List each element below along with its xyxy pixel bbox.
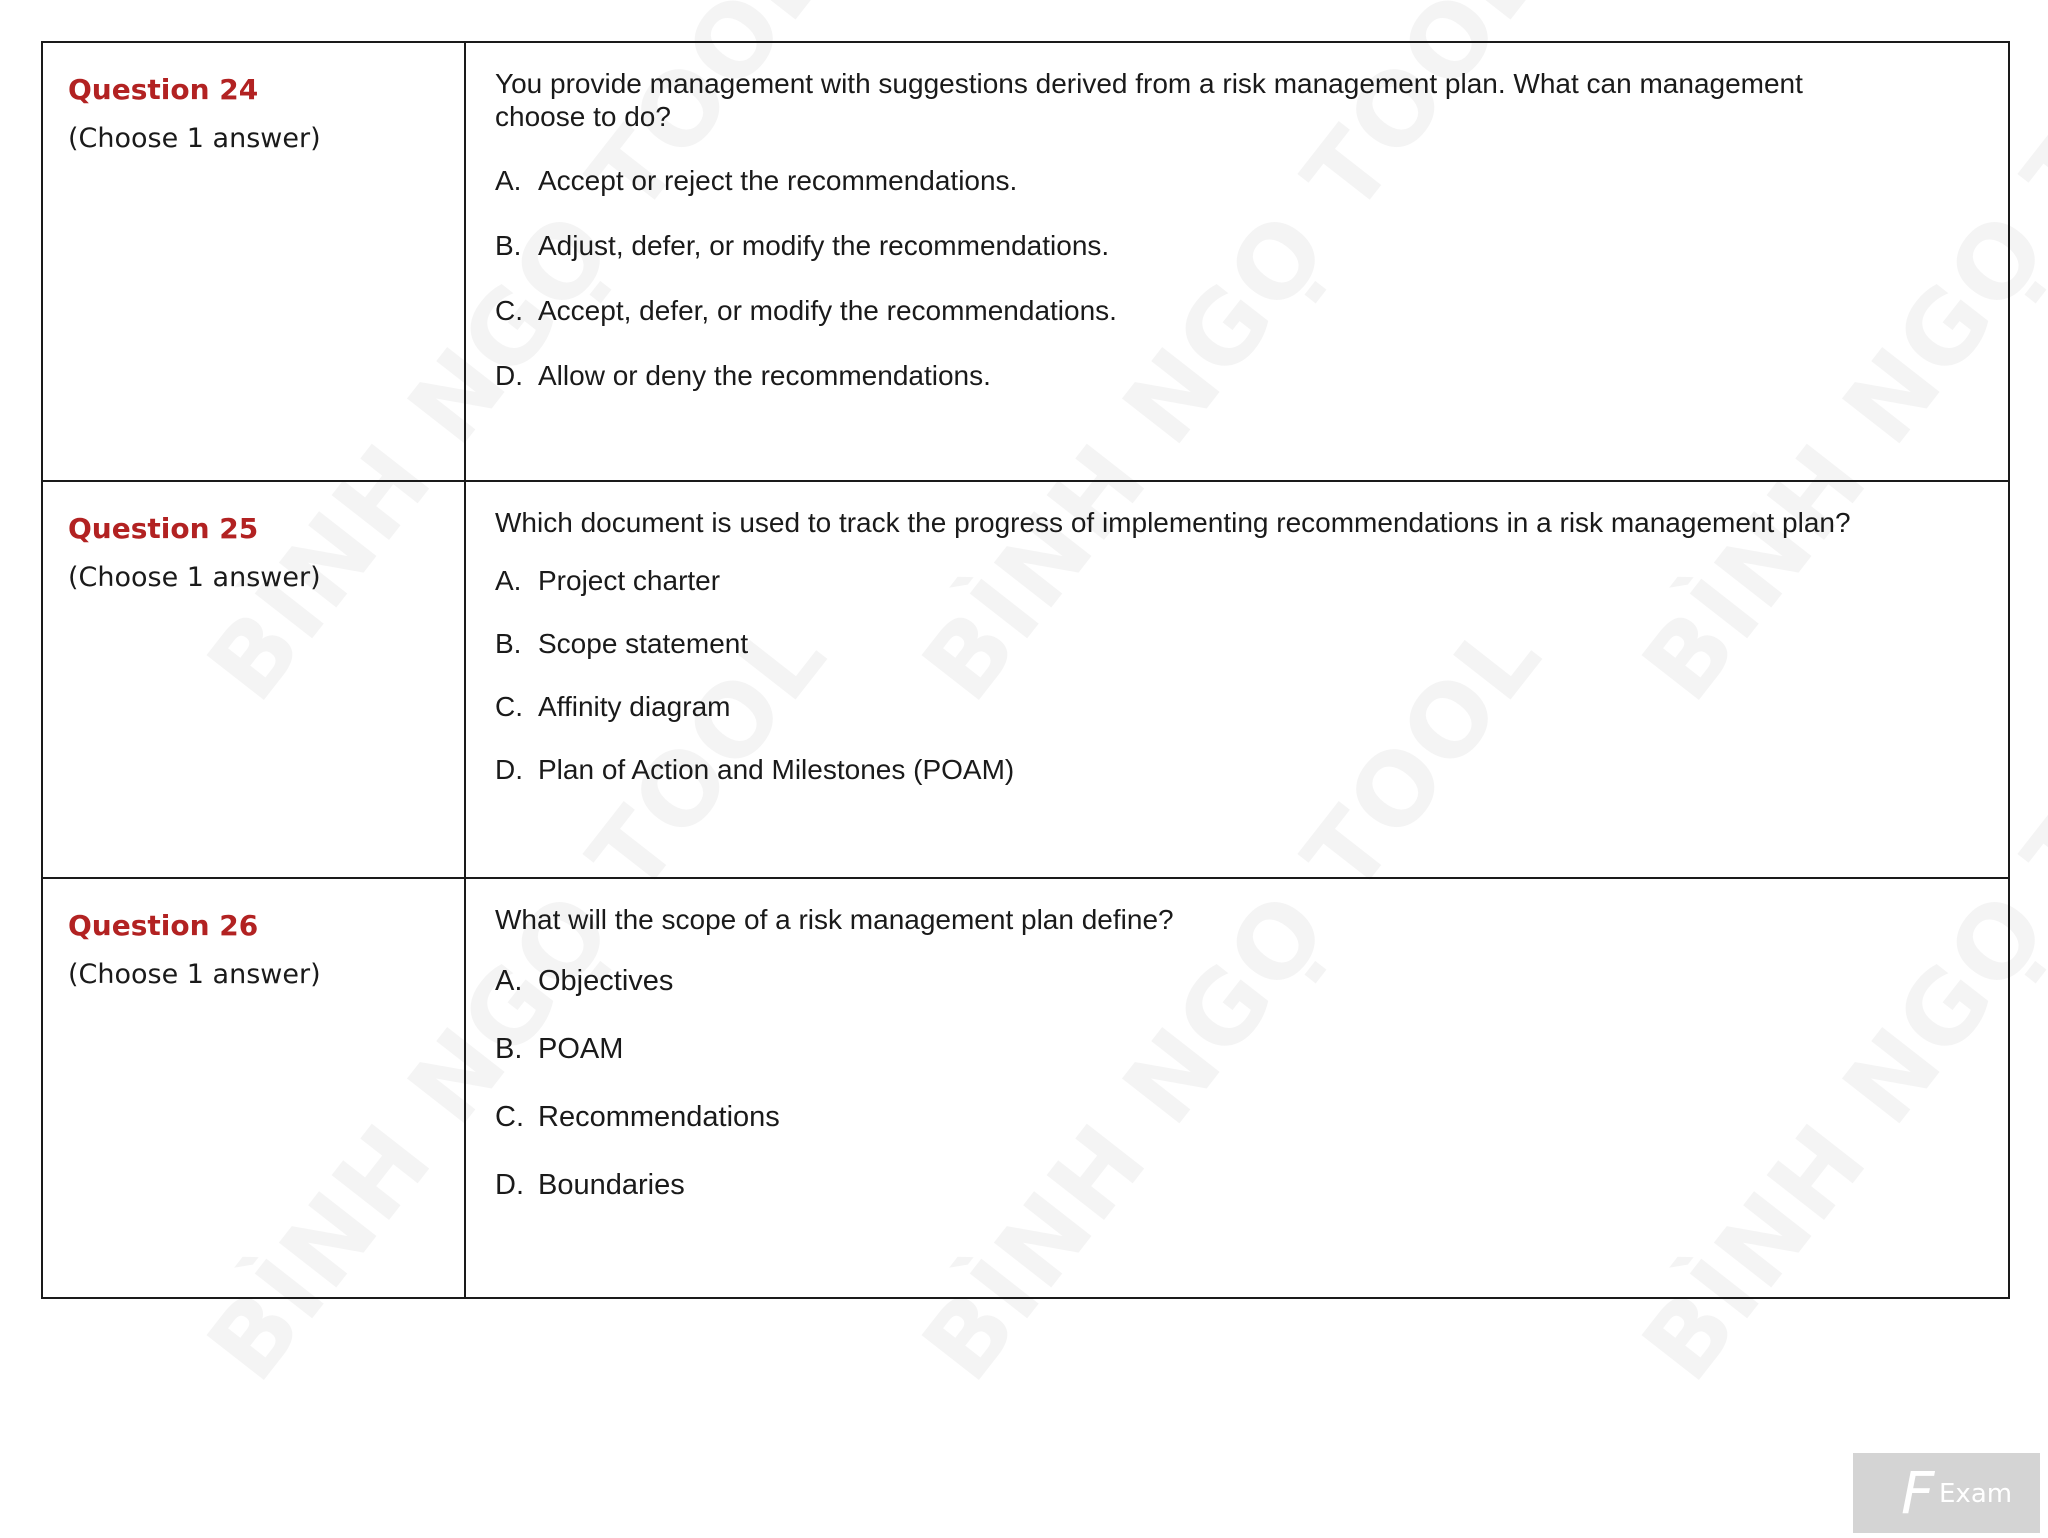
answer-option <box>495 627 1888 690</box>
question-instruction: (Choose 1 answer) <box>68 562 321 593</box>
question-text: Which document is used to track the progress of implementing recommendations in a risk management plan? <box>495 507 1851 538</box>
option-text: Adjust, defer, or modify the recommendations. <box>538 230 1110 261</box>
question-text: What will the scope of a risk management plan define? <box>495 904 1174 935</box>
option-letter: A. <box>495 165 522 196</box>
option-text: Affinity diagram <box>538 691 731 722</box>
question-row <box>42 481 2009 878</box>
option-text: POAM <box>538 1033 624 1065</box>
answer-option <box>495 564 1888 627</box>
answer-option <box>495 753 1888 816</box>
question-instruction: (Choose 1 answer) <box>68 959 321 990</box>
answer-option <box>495 1101 1888 1169</box>
question-body-cell <box>465 878 2009 1298</box>
option-text: Plan of Action and Milestones (POAM) <box>538 754 1015 785</box>
option-text: Accept or reject the recommendations. <box>538 165 1018 196</box>
answer-option <box>495 294 1888 359</box>
option-letter: B. <box>495 628 522 659</box>
option-letter: C. <box>495 295 523 326</box>
option-letter: A. <box>495 565 522 596</box>
question-title: Question 24 <box>68 73 259 106</box>
question-text: You provide management with suggestions derived from a risk management plan. What can management choose to do? <box>495 68 1803 132</box>
question-title: Question 26 <box>68 909 259 942</box>
question-body-cell <box>465 42 2009 481</box>
option-text: Objectives <box>538 965 674 997</box>
exam-logo <box>1853 1453 2040 1533</box>
answer-option <box>495 359 1888 424</box>
question-row <box>42 42 2009 481</box>
question-header-cell <box>42 878 465 1298</box>
option-text: Project charter <box>538 565 721 596</box>
question-row <box>42 878 2009 1298</box>
option-letter: C. <box>495 1101 524 1133</box>
questions-table <box>41 41 2010 1299</box>
option-letter: B. <box>495 230 522 261</box>
option-letter: D. <box>495 754 523 785</box>
answer-option <box>495 965 1888 1033</box>
question-header-cell <box>42 42 465 481</box>
option-letter: A. <box>495 965 523 997</box>
logo-text: Exam <box>1939 1479 2013 1509</box>
option-letter: D. <box>495 360 523 391</box>
logo-mark: F <box>1901 1459 1935 1527</box>
option-letter: B. <box>495 1033 523 1065</box>
question-title: Question 25 <box>68 512 259 545</box>
answer-option <box>495 229 1888 294</box>
option-text: Recommendations <box>538 1101 780 1133</box>
option-text: Accept, defer, or modify the recommendations. <box>538 295 1117 326</box>
answer-option <box>495 690 1888 753</box>
option-letter: C. <box>495 691 523 722</box>
question-body-cell <box>465 481 2009 878</box>
question-header-cell <box>42 481 465 878</box>
option-text: Boundaries <box>538 1169 685 1201</box>
option-text: Scope statement <box>538 628 749 659</box>
answer-option <box>495 164 1888 229</box>
question-instruction: (Choose 1 answer) <box>68 123 321 154</box>
option-letter: D. <box>495 1169 524 1201</box>
option-text: Allow or deny the recommendations. <box>538 360 991 391</box>
answer-option <box>495 1169 1888 1237</box>
answer-option <box>495 1033 1888 1101</box>
